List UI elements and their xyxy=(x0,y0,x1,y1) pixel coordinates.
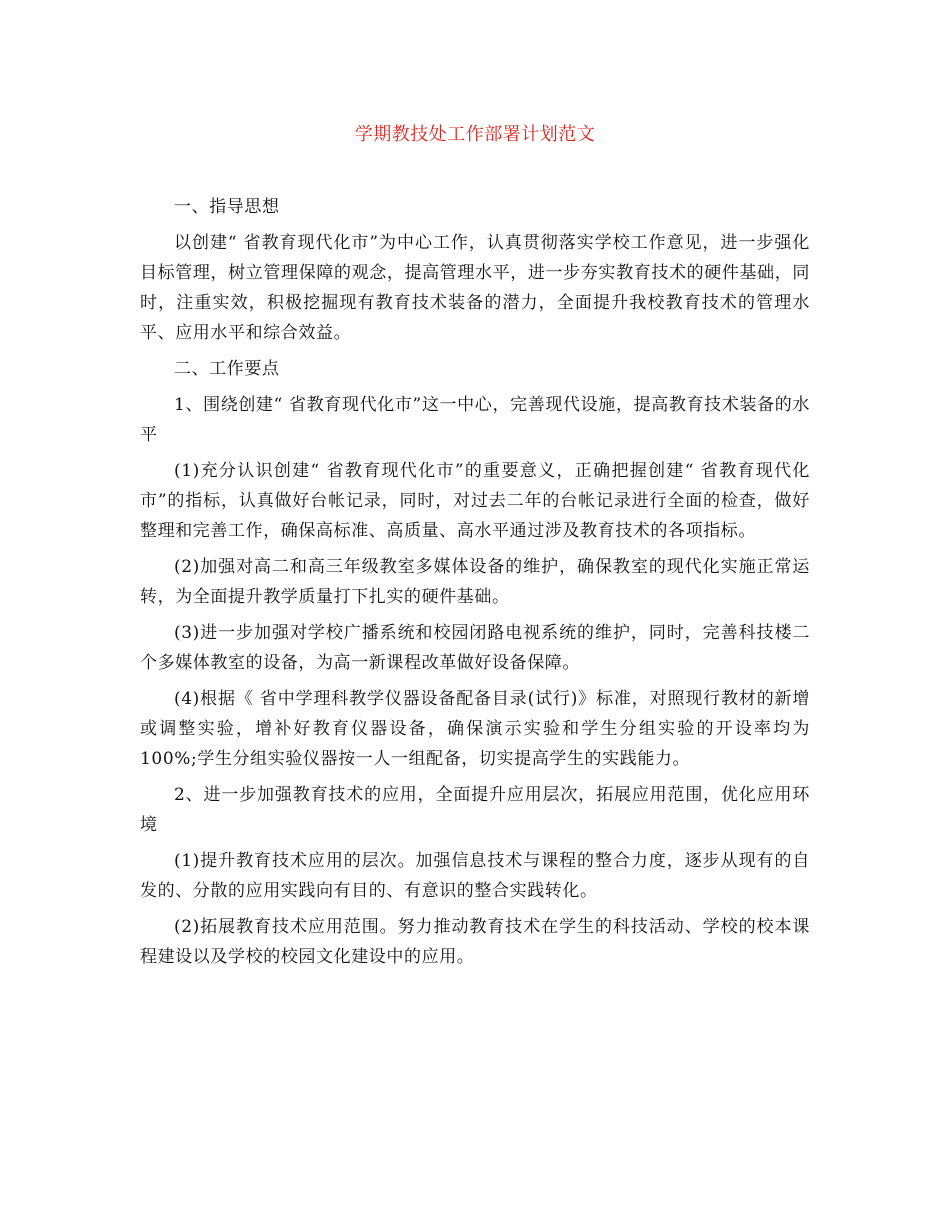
section-heading-guiding-thought: 一、指导思想 xyxy=(174,197,280,217)
section-heading-work-points: 二、工作要点 xyxy=(174,359,280,379)
paragraph: 以创建“ 省教育现代化市”为中心工作，认真贯彻落实学校工作意见，进一步强化目标管理，树立管理保障的观念，提高管理水平，进一步夯实教育技术的硬件基础，同时，注重实效，积极挖掘现有教育技术装备的潜力，全面提升我校教育技术的管理水平、应用水平和综合效益。 xyxy=(140,233,810,343)
subheading: 2、进一步加强教育技术的应用，全面提升应用层次，拓展应用范围，优化应用环境 xyxy=(140,785,810,835)
document-title: 学期教技处工作部署计划范文 xyxy=(354,124,596,145)
subheading: 1、围绕创建“ 省教育现代化市”这一中心，完善现代设施，提高教育技术装备的水平 xyxy=(140,395,810,445)
paragraph: (2)加强对高二和高三年级教室多媒体设备的维护，确保教室的现代化实施正常运转，为全面提升教学质量打下扎实的硬件基础。 xyxy=(140,557,810,607)
paragraph: (1)充分认识创建“ 省教育现代化市”的重要意义，正确把握创建“ 省教育现代化市”的指标，认真做好台帐记录，同时，对过去二年的台帐记录进行全面的检查，做好整理和完善工作，确保高标准、高质量、高水平通过涉及教育技术的各项指标。 xyxy=(140,461,810,541)
paragraph: (3)进一步加强对学校广播系统和校园闭路电视系统的维护，同时，完善科技楼二个多媒体教室的设备，为高一新课程改革做好设备保障。 xyxy=(140,623,810,673)
paragraph: (4)根据《 省中学理科教学仪器设备配备目录(试行)》标准，对照现行教材的新增或调整实验，增补好教育仪器设备，确保演示实验和学生分组实验的开设率均为100%;学生分组实验仪器按一人一组配备，切实提高学生的实践能力。 xyxy=(140,689,810,769)
paragraph: (1)提升教育技术应用的层次。加强信息技术与课程的整合力度，逐步从现有的自发的、分散的应用实践向有目的、有意识的整合实践转化。 xyxy=(140,851,810,901)
paragraph: (2)拓展教育技术应用范围。努力推动教育技术在学生的科技活动、学校的校本课程建设以及学校的校园文化建设中的应用。 xyxy=(140,917,810,967)
document-body xyxy=(140,192,810,978)
